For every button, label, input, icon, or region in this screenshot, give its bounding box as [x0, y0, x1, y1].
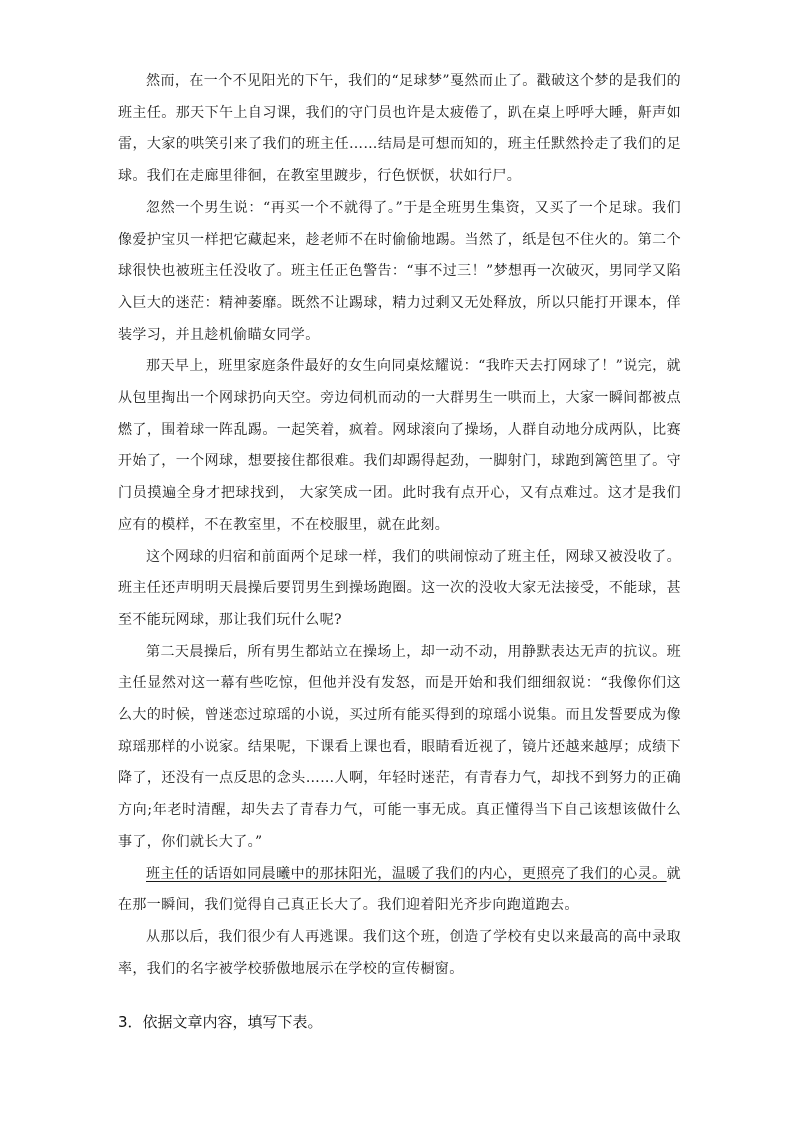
- underlined-sentence: 班主任的话语如同晨曦中的那抹阳光，温暖了我们的内心，更照亮了我们的心灵。: [146, 865, 667, 882]
- article-body: [118, 66, 681, 985]
- paragraph-1: 然而，在一个不见阳光的下午，我们的“足球梦”戛然而止了。戳破这个梦的是我们的班主任。那天下午上自习课，我们的守门员也许是太疲倦了，趴在桌上呼呼大睡，鼾声如雷，大家的哄笑引来了我们的班主任……结局是可想而知的，班主任默然拎走了我们的足球。我们在走廊里徘徊，在教室里踱步，行色恹恹，状如行尸。: [118, 73, 681, 185]
- paragraph-6: [118, 859, 681, 922]
- paragraph-5: 第二天晨操后，所有男生都站立在操场上，却一动不动，用静默表达无声的抗议。班主任显然对这一幕有些吃惊，但他并没有发怒，而是开始和我们细细叙说：“我像你们这么大的时候，曾迷恋过琼瑶的小说，买过所有能买得到的琼瑶小说集。而且发誓要成为像琼瑶那样的小说家。结果呢，下课看上课也看，眼睛看近视了，镜片还越来越厚；成绩下降了，还没有一点反思的念头……人啊，年轻时迷茫，有青春力气，却找不到努力的正确方向;年老时清醒，却失去了青春力气，可能一事无成。真正懂得当下自己该想该做什么事了，你们就长大了。”: [118, 643, 681, 850]
- paragraph-4: 这个网球的归宿和前面两个足球一样，我们的哄闹惊动了班主任，网球又被没收了。班主任还声明明天晨操后要罚男生到操场跑圈。这一次的没收大家无法接受，不能球，甚至不能玩网球，那让我们玩什么呢?: [118, 548, 681, 628]
- paragraph-3: 那天早上，班里家庭条件最好的女生向同桌炫耀说：“我昨天去打网球了！”说完，就从包里掏出一个网球扔向天空。旁边伺机而动的一大群男生一哄而上，大家一瞬间都被点燃了，围着球一阵乱踢。一起笑着，疯着。网球滚向了操场，人群自动地分成两队，比赛开始了，一个网球，想要接住都很难。我们却踢得起劲，一脚射门，球跑到篱笆里了。守门员摸遍全身才把球找到， 大家笑成一团。此时我有点开心，又有点难过。这才是我们应有的模样，不在教室里，不在校服里，就在此刻。: [118, 358, 681, 533]
- paragraph-6-rest: 就在那一瞬间，我们觉得自己真正长大了。我们迎着阳光齐步向跑道跑去。: [118, 865, 681, 914]
- paragraph-7: 从那以后，我们很少有人再逃课。我们这个班，创造了学校有史以来最高的高中录取率，我们的名字被学校骄傲地展示在学校的宣传橱窗。: [118, 928, 681, 977]
- paragraph-2: 忽然一个男生说：“再买一个不就得了。”于是全班男生集资，又买了一个足球。我们像爱护宝贝一样把它藏起来，趁老师不在时偷偷地踢。当然了，纸是包不住火的。第二个球很快也被班主任没收了。班主任正色警告：“事不过三！”梦想再一次破灭，男同学又陷入巨大的迷茫：精神萎靡。既然不让踢球，精力过剩又无处释放，所以只能打开课本，佯装学习，并且趁机偷瞄女同学。: [118, 199, 681, 343]
- question-3: 3．依据文章内容，填写下表。: [118, 1013, 323, 1031]
